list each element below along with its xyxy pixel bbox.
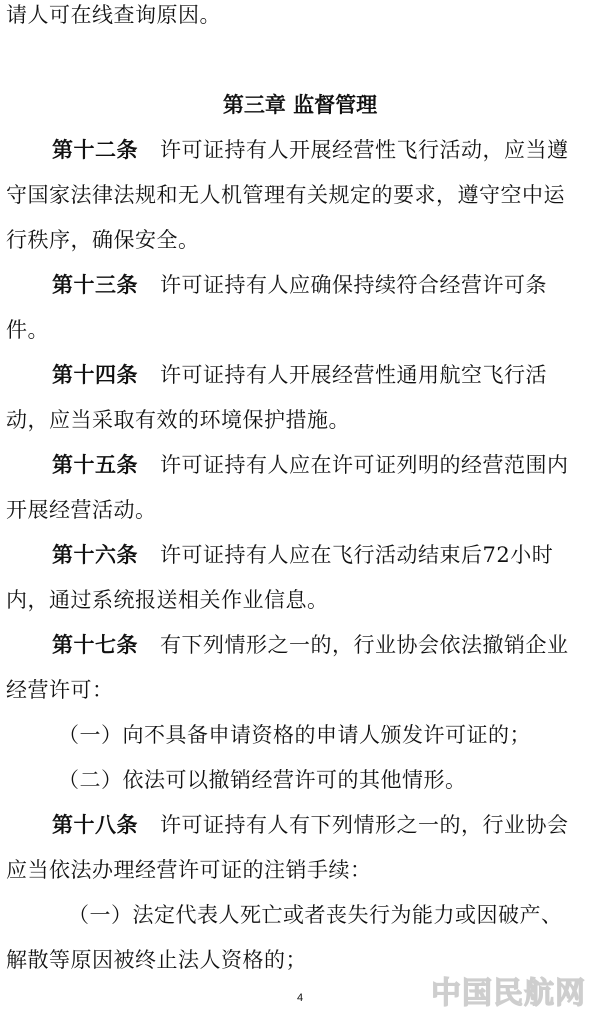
article-12-line-2: 守国家法律法规和无人机管理有关规定的要求，遵守空中运 — [6, 183, 565, 207]
article-18-item-1: （一）法定代表人死亡或者丧失行为能力或因破产、 — [68, 903, 563, 927]
article-14: 第十四条 许可证持有人开展经营性通用航空飞行活 — [52, 363, 547, 387]
article-17-item-2: （二）依法可以撤销经营许可的其他情形。 — [58, 768, 467, 792]
watermark-logo: 中国民航网 — [431, 976, 586, 1011]
article-18: 第十八条 许可证持有人有下列情形之一的，行业协会 — [52, 813, 569, 837]
article-18-item-1-cont: 解散等原因被终止法人资格的； — [6, 948, 307, 972]
article-15: 第十五条 许可证持有人应在许可证列明的经营范围内 — [52, 453, 569, 477]
article-17-line-2: 经营许可： — [6, 678, 114, 702]
top-fragment: 请人可在线查询原因。 — [6, 3, 221, 27]
article-16: 第十六条 许可证持有人应在飞行活动结束后72小时 — [52, 543, 554, 567]
article-14-line-2: 动，应当采取有效的环境保护措施。 — [6, 408, 350, 432]
page-number: 4 — [296, 992, 304, 1004]
article-15-line-2: 开展经营活动。 — [6, 498, 157, 522]
article-12: 第十二条 许可证持有人开展经营性飞行活动，应当遵 — [52, 138, 569, 162]
article-16-line-2: 内，通过系统报送相关作业信息。 — [6, 588, 329, 612]
article-17-item-1: （一）向不具备申请资格的申请人颁发许可证的； — [58, 723, 531, 747]
article-17: 第十七条 有下列情形之一的，行业协会依法撤销企业 — [52, 633, 569, 657]
article-18-line-2: 应当依法办理经营许可证的注销手续： — [6, 858, 372, 882]
article-13: 第十三条 许可证持有人应确保持续符合经营许可条 — [52, 273, 547, 297]
article-13-line-2: 件。 — [6, 318, 49, 342]
chapter-title: 第三章 监督管理 — [222, 93, 378, 117]
article-12-line-3: 行秩序，确保安全。 — [6, 228, 200, 252]
